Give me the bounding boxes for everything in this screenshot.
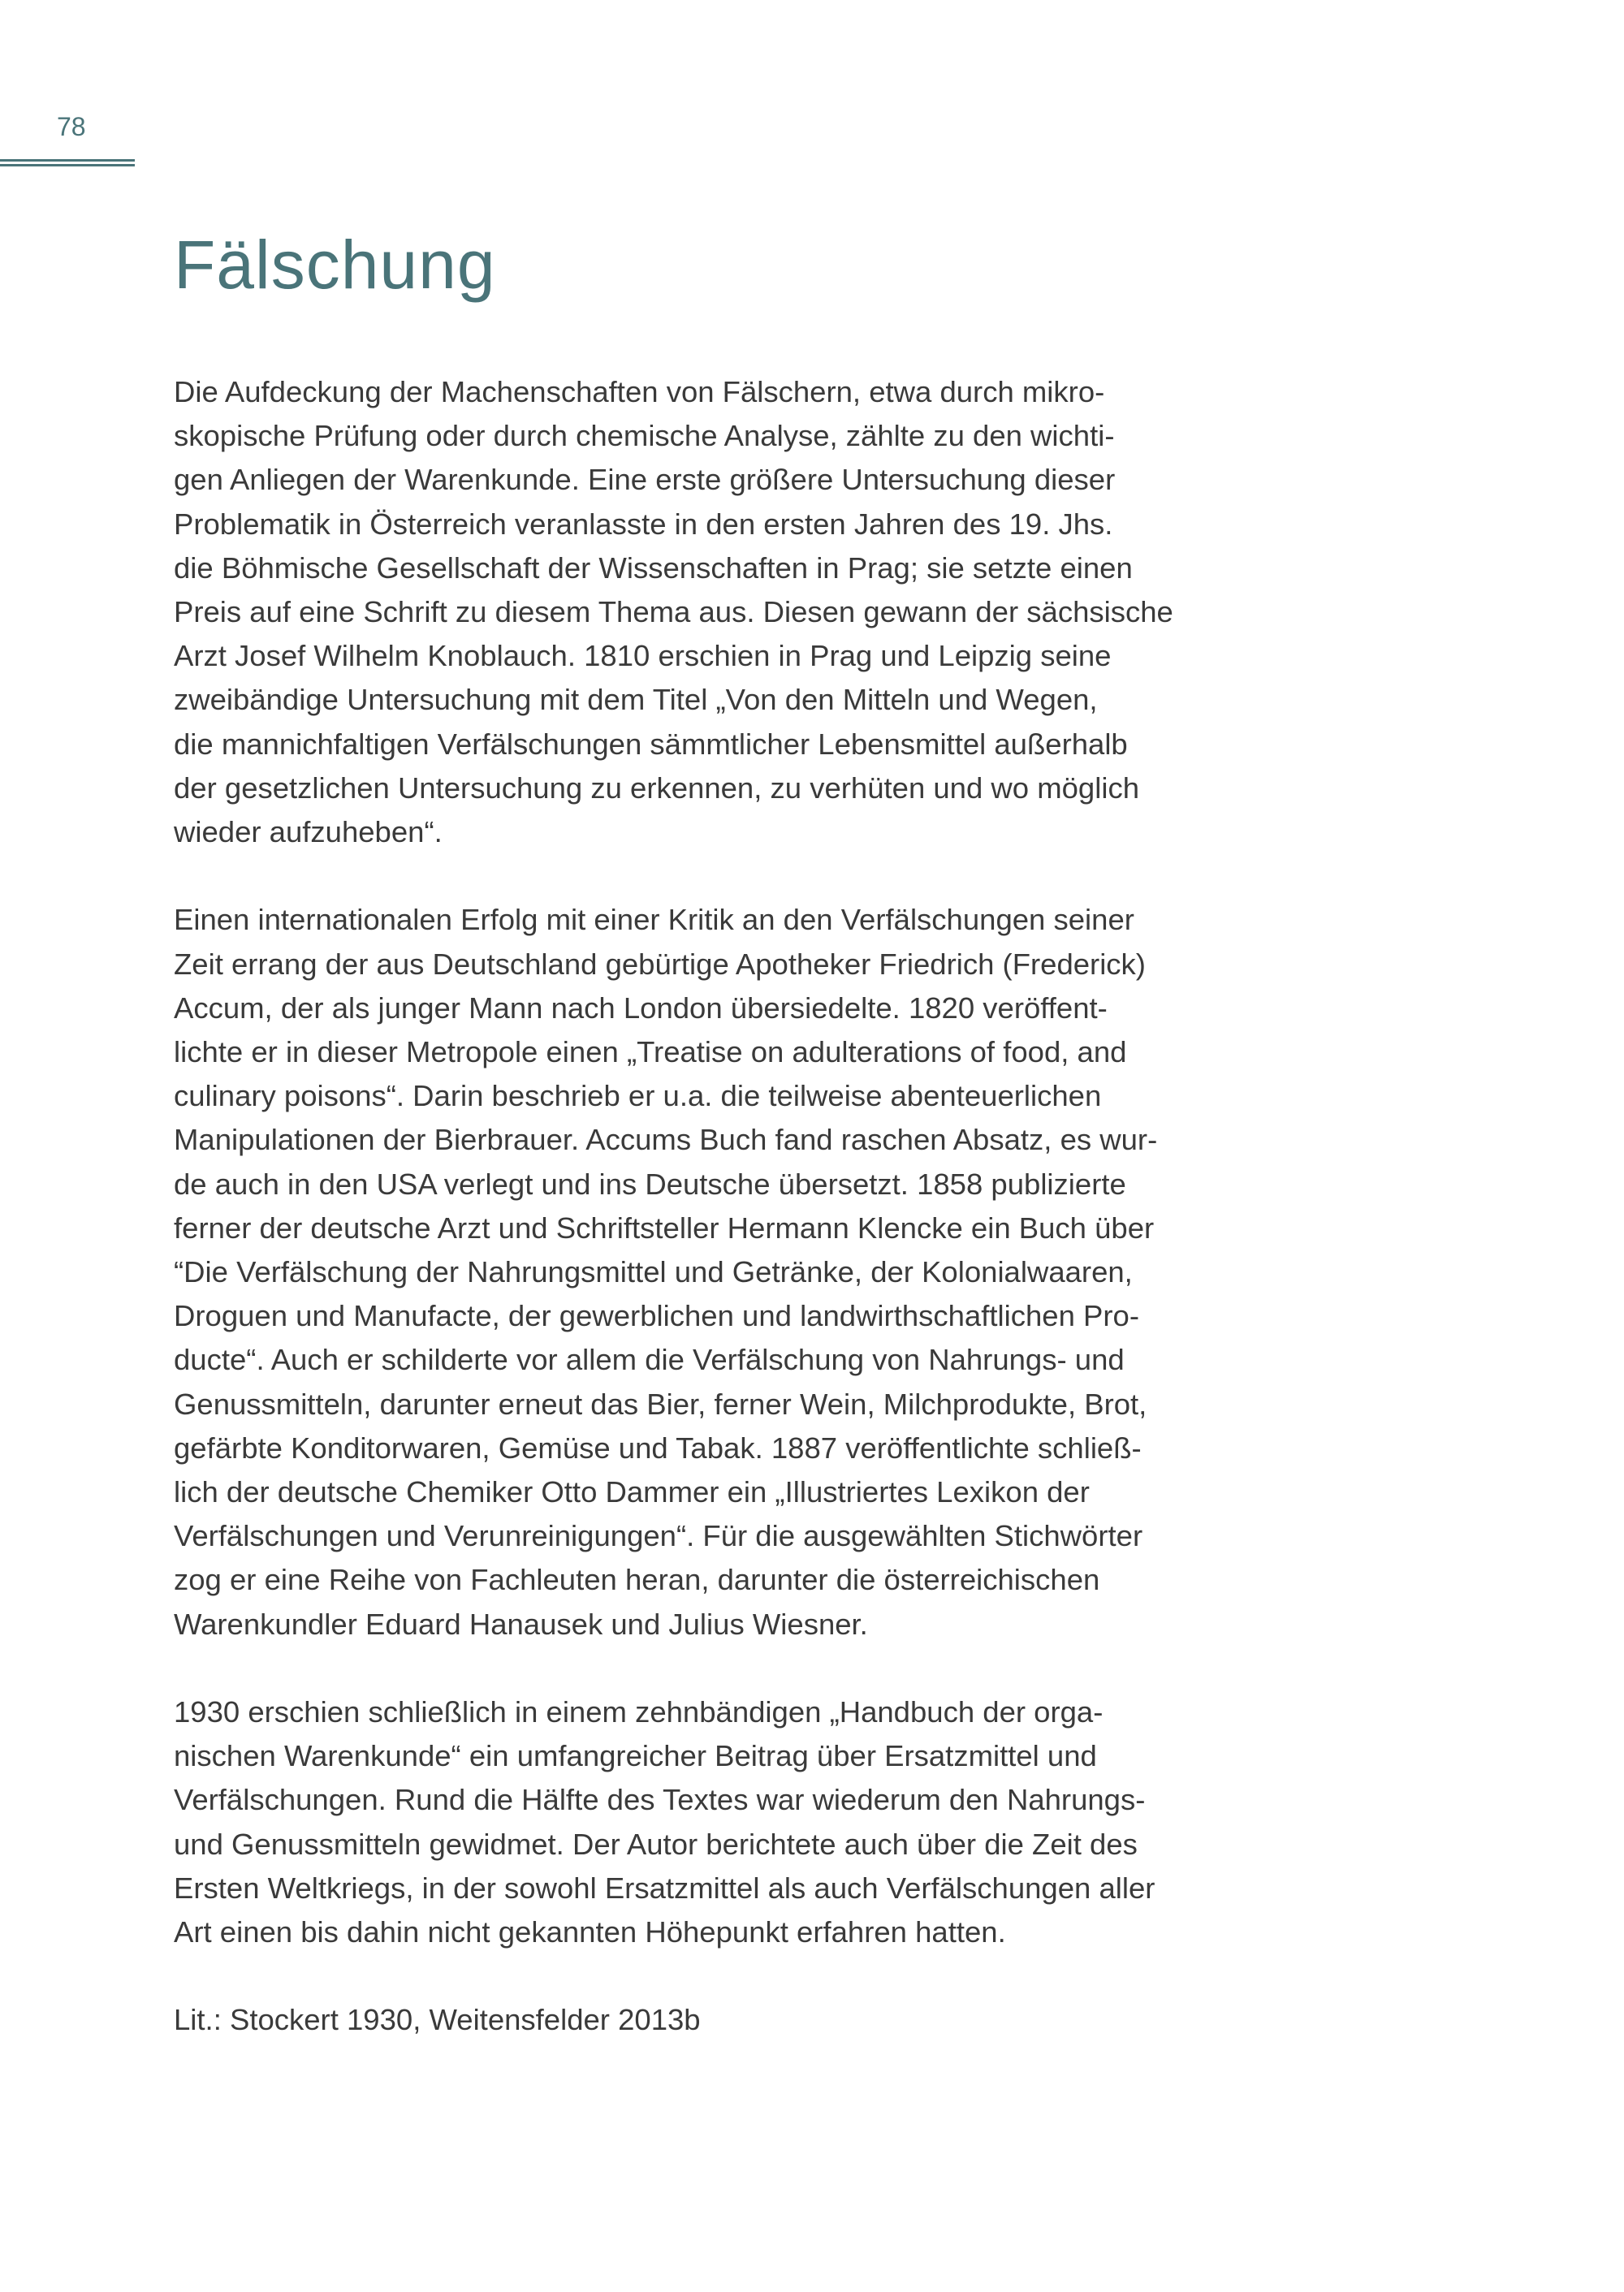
text-line: Ersten Weltkriegs, in der sowohl Ersatzmittel als auch Verfälschungen aller	[174, 1871, 1155, 1905]
literature-reference	[174, 1998, 1294, 2042]
body-text	[174, 370, 1294, 2087]
header-rule-secondary	[0, 164, 135, 166]
text-line: Die Aufdeckung der Machenschaften von Fälschern, etwa durch mikro-	[174, 375, 1105, 408]
text-line: ferner der deutsche Arzt und Schriftsteller Hermann Klencke ein Buch über	[174, 1211, 1155, 1245]
text-line: culinary poisons“. Darin beschrieb er u.a. die teilweise abenteuerlichen	[174, 1079, 1102, 1113]
text-line: die Böhmische Gesellschaft der Wissenschaften in Prag; sie setzte einen	[174, 550, 1133, 585]
text-line: gen Anliegen der Warenkunde. Eine erste größere Untersuchung dieser	[174, 463, 1116, 497]
text-line: Accum, der als junger Mann nach London übersiedelte. 1820 veröffent-	[174, 991, 1108, 1025]
text-line: und Genussmitteln gewidmet. Der Autor berichtete auch über die Zeit des	[174, 1827, 1138, 1861]
text-line: Lit.: Stockert 1930, Weitensfelder 2013b	[174, 2003, 701, 2037]
text-line: Art einen bis dahin nicht gekannten Höhepunkt erfahren hatten.	[174, 1915, 1006, 1949]
text-line: de auch in den USA verlegt und ins Deutsche übersetzt. 1858 publizierte	[174, 1167, 1126, 1201]
text-line: der gesetzlichen Untersuchung zu erkennen, zu verhüten und wo möglich	[174, 770, 1139, 805]
text-line: Verfälschungen und Verunreinigungen“. Für die ausgewählten Stichwörter	[174, 1519, 1143, 1553]
text-line: Problematik in Österreich veranlasste in den ersten Jahren des 19. Jhs.	[174, 507, 1113, 541]
text-line: nischen Warenkunde“ ein umfangreicher Beitrag über Ersatzmittel und	[174, 1739, 1097, 1773]
text-line: skopische Prüfung oder durch chemische Analyse, zählte zu den wichti-	[174, 419, 1115, 453]
text-line: wieder aufzuheben“.	[174, 815, 443, 849]
text-line: Arzt Josef Wilhelm Knoblauch. 1810 erschien in Prag und Leipzig seine	[174, 639, 1112, 673]
paragraph	[174, 370, 1294, 854]
text-line: zog er eine Reihe von Fachleuten heran, darunter die österreichischen	[174, 1563, 1100, 1597]
text-line: Verfälschungen. Rund die Hälfte des Textes war wiederum den Nahrungs-	[174, 1783, 1146, 1817]
text-line: Preis auf eine Schrift zu diesem Thema aus. Diesen gewann der sächsische	[174, 595, 1173, 629]
text-line: Genussmitteln, darunter erneut das Bier, ferner Wein, Milchprodukte, Brot,	[174, 1387, 1147, 1421]
text-line: Zeit errang der aus Deutschland gebürtige Apotheker Friedrich (Frederick)	[174, 947, 1146, 981]
text-line: Droguen und Manufacte, der gewerblichen und landwirthschaftlichen Pro-	[174, 1299, 1139, 1333]
text-line: zweibändige Untersuchung mit dem Titel „Von den Mitteln und Wegen,	[174, 683, 1098, 717]
page-number: 78	[57, 112, 86, 141]
text-line: 1930 erschien schließlich in einem zehnbändigen „Handbuch der orga-	[174, 1695, 1104, 1729]
text-line: Warenkundler Eduard Hanausek und Julius Wiesner.	[174, 1607, 868, 1641]
text-line: lich der deutsche Chemiker Otto Dammer ein „Illustriertes Lexikon der	[174, 1475, 1090, 1509]
text-line: die mannichfaltigen Verfälschungen sämmtlicher Lebensmittel außerhalb	[174, 727, 1128, 761]
paragraph	[174, 1690, 1294, 1954]
text-line: gefärbte Konditorwaren, Gemüse und Tabak. 1887 veröffentlichte schließ-	[174, 1431, 1142, 1465]
page-title: Fälschung	[174, 227, 496, 303]
header-rule	[0, 159, 135, 162]
text-line: lichte er in dieser Metropole einen „Treatise on adulterations of food, and	[174, 1035, 1127, 1069]
paragraph	[174, 898, 1294, 1646]
text-line: ducte“. Auch er schilderte vor allem die Verfälschung von Nahrungs- und	[174, 1343, 1125, 1377]
text-line: Einen internationalen Erfolg mit einer Kritik an den Verfälschungen seiner	[174, 903, 1134, 937]
text-line: Manipulationen der Bierbrauer. Accums Buch fand raschen Absatz, es wur-	[174, 1123, 1158, 1157]
text-line: “Die Verfälschung der Nahrungsmittel und Getränke, der Kolonialwaaren,	[174, 1255, 1133, 1289]
